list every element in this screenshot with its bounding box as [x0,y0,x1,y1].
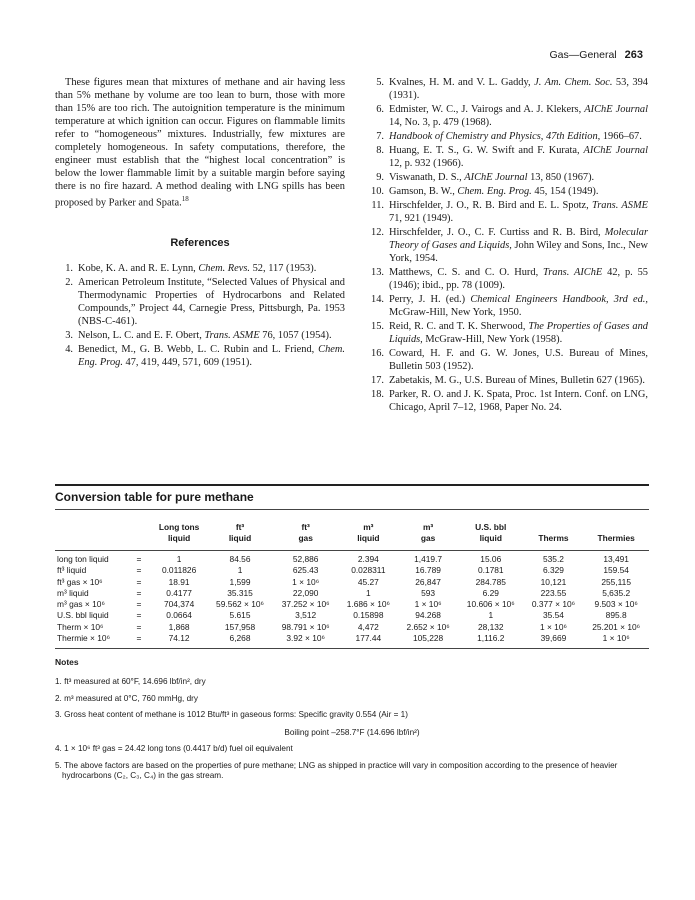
reference-text: Gamson, B. W., [389,186,458,197]
table-row [55,599,649,610]
reference-number: 6. [376,104,384,115]
equals-sign: = [136,565,142,576]
column-header-line2: gas [298,533,313,543]
row-label: ft³ gas × 10⁶ [57,576,103,587]
reference-source: AIChE Journal [583,145,649,156]
table-cell: 177.44 [355,633,382,644]
reference-number: 18. [371,389,384,400]
reference-item [366,185,648,198]
reference-source: Chem. Eng. Prog. [78,344,345,369]
reference-text: American Petroleum Institute, “Selected Values of Physical and Thermodynamic Properties of Hydrocarbons and Related Compounds,” Project 44, Carnegie Press, Pittsburgh, Pa. 1953 (NBS-C-461). [78,277,345,328]
reference-text: Huang, E. T. S., G. W. Swift and F. Kurata, [389,145,584,156]
reference-text: 45, 154 (1949). [531,186,599,197]
reference-number: 9. [376,172,384,183]
table-cell: 28,132 [477,621,504,632]
column-header-line1: ft³ [235,522,245,532]
table-cell: 1 [151,551,207,566]
column-header-line2: liquid [167,533,191,543]
reference-text: Matthews, C. S. and C. O. Hurd, [389,267,544,278]
table-cell: 25.201 × 10⁶ [592,621,641,632]
table-cell: 26,847 [415,576,441,587]
table-cell: 704,374 [163,599,195,610]
section-rule-top [55,484,649,486]
reference-item [366,199,648,225]
column-header [273,522,339,551]
reference-text: Perry, J. H. (ed.) [389,294,471,305]
column-header [151,522,207,551]
header-spacer [55,522,127,551]
note-item: 4. 1 × 10⁶ ft³ gas = 24.42 long tons (0.4417 b/d) fuel oil equivalent [55,744,293,754]
table-cell: 3.92 × 10⁶ [286,633,325,644]
row-label: Thermie × 10⁶ [57,633,111,644]
reference-number: 15. [371,321,384,332]
reference-number: 17. [371,375,384,386]
equals-sign: = [136,599,142,610]
reference-item [366,388,648,414]
reference-item [366,171,648,184]
notes-list [55,677,649,782]
reference-list-right [366,76,648,414]
reference-item [366,130,648,143]
reference-item [366,320,648,346]
reference-text: Benedict, M., G. B. Webb, L. C. Rubin and L. Friend, [78,344,319,356]
table-cell: 94.268 [415,610,441,621]
reference-item [55,262,345,275]
row-label: long ton liquid [55,551,127,566]
table-cell: 895.8 [605,610,627,621]
table-cell: 1,599 [229,576,251,587]
table-cell: 0.028311 [351,565,386,576]
table-row [55,565,649,576]
table-cell: 159.54 [603,565,629,576]
reference-number: 10. [371,186,384,197]
table-cell: 0.377 × 10⁶ [531,599,576,610]
column-header [524,522,584,551]
equals-sign: = [136,621,142,632]
reference-text: Zabetakis, M. G., U.S. Bureau of Mines, Bulletin 627 (1965). [389,375,645,386]
reference-source: Trans. ASME [592,200,648,211]
reference-item [366,374,648,387]
column-header-line1: ft³ [301,522,310,532]
table-cell: 1 × 10⁶ [292,576,320,587]
table-cell: 6.329 [542,565,564,576]
reference-number: 3. [65,330,73,342]
reference-text: Viswanath, D. S., [389,172,465,183]
column-header-line1: m³ [422,522,434,532]
reference-text: 1966–67. [600,131,642,142]
table-cell: 2.394 [338,551,398,566]
table-cell: 84.56 [207,551,273,566]
table-cell: 255,115 [601,576,631,587]
page-header [550,49,643,61]
row-label: Therm × 10⁶ [57,621,104,632]
reference-number: 8. [376,145,384,156]
table-cell: 1 [237,565,243,576]
reference-text: 42, p. 55 (1946); ibid., pp. 78 (1009). [389,267,648,291]
reference-text: 76, 1057 (1954). [259,330,332,342]
reference-source: Chem. Revs. [198,263,251,275]
note-subline: Boiling point –258.7°F (14.696 lbf/in²) [284,727,420,737]
reference-item [366,76,648,102]
left-column [55,76,345,370]
table-cell: 10.606 × 10⁶ [466,599,515,610]
intro-paragraph [55,76,345,209]
reference-number: 7. [376,131,384,142]
reference-item [55,329,345,342]
table-row [55,577,649,588]
column-header-line1: m³ [363,522,374,532]
table-cell: 1.686 × 10⁶ [346,599,390,610]
table-cell: 625.43 [292,565,319,576]
table-row [55,588,649,599]
reference-text: Reid, R. C. and T. K. Sherwood, [389,321,529,332]
table-cell: 18.91 [168,576,190,587]
table-cell: 45.27 [357,576,379,587]
table-cell: 39,669 [540,633,567,644]
reference-text: Kobe, K. A. and R. E. Lynn, [78,263,199,275]
reference-text: Kvalnes, H. M. and V. L. Gaddy, [389,77,535,88]
equals-sign: = [136,587,142,598]
column-header-line1: U.S. bbl [475,522,507,532]
table-cell: 1,419.7 [398,551,458,566]
table-row [55,633,649,644]
reference-text: 53, 394 (1931). [389,77,648,101]
reference-number: 1. [65,263,73,275]
note-item [55,761,649,782]
reference-item [366,266,648,292]
reference-item [366,347,648,373]
page-number: 263 [624,49,643,61]
table-cell: 1 × 10⁶ [539,621,567,632]
reference-source: Trans. ASME [204,330,260,342]
table-cell: 6,268 [229,633,251,644]
note-item [55,710,649,738]
note-item: 2. m³ measured at 0°C, 760 mmHg, dry [55,693,198,703]
reference-number: 14. [371,294,384,305]
table-row [55,610,649,621]
reference-text: John Wiley and Sons, Inc., New York, 1954. [389,240,648,264]
reference-source: Handbook of Chemistry and Physics, 47th Edition, [389,131,601,142]
reference-number: 12. [371,227,384,238]
equals-sign: = [136,633,142,644]
table-cell: 284.785 [475,576,506,587]
table-cell: 1 [366,587,371,598]
note-item: 1. ft³ measured at 60°F, 14.696 lbf/in², dry [55,677,206,687]
table-cell: 0.011826 [161,565,197,576]
column-header-line2: liquid [479,533,502,543]
reference-source: Molecular Theory of Gases and Liquids, [389,227,648,251]
reference-text: Hirschfelder, J. O., C. F. Curtiss and R. B. Bird, [389,227,605,238]
table-cell: 0.4177 [166,587,192,598]
table-cell: 35.315 [227,587,253,598]
references-heading: References [170,237,230,250]
column-header-line2: gas [420,533,436,543]
table-cell: 105,228 [412,633,444,644]
reference-text: Nelson, L. C. and E. F. Obert, [78,330,205,342]
table-title: Conversion table for pure methane [55,490,254,504]
table-cell: 13,491 [583,551,649,566]
table-cell: 5.615 [229,610,251,621]
note-text: 5. The above factors are based on the properties of pure methane; LNG as shipped in practice will vary in composition according to the presence of heavier [55,760,618,770]
table-cell: 157,958 [224,621,256,632]
table-cell: 74.12 [168,633,190,644]
equals-sign: = [136,610,142,621]
running-title: Gas—General [549,49,617,61]
table-cell: 1 [488,610,494,621]
reference-number: 4. [65,344,73,356]
reference-item [366,226,648,265]
reference-number: 5. [376,77,384,88]
table-cell: 59.562 × 10⁶ [216,599,264,610]
table-header-row [55,522,649,551]
column-header-line2: liquid [357,533,380,543]
reference-source: AIChE Journal [464,172,528,183]
column-header-line1: Long tons [158,522,200,532]
reference-item [366,144,648,170]
reference-source: J. Am. Chem. Soc. [534,77,613,88]
reference-number: 11. [371,200,384,211]
table-cell: 15.06 [458,551,524,566]
table-cell: 2.652 × 10⁶ [406,621,450,632]
column-header-line2: Therms [538,533,569,543]
table-cell: 0.0664 [166,610,192,621]
table-cell: 0.15898 [353,610,384,621]
reference-number: 13. [371,267,384,278]
row-label: U.S. bbl liquid [57,610,109,621]
reference-text: 71, 921 (1949). [389,213,454,224]
section-rule-thin [55,509,649,510]
reference-text: Coward, H. F. and G. W. Jones, U.S. Bureau of Mines, Bulletin 503 (1952). [389,348,648,372]
table-row [55,622,649,633]
reference-text: Edmister, W. C., J. Vairogs and A. J. Klekers, [389,104,585,115]
table-cell: 223.55 [540,587,567,598]
reference-source: AIChE Journal [584,104,649,115]
table-cell: 1 × 10⁶ [602,633,630,644]
intro-text: These figures mean that mixtures of methane and air having less than 5% methane by volume are too lean to burn, those with more than 15% are too rich. The autoignition temperature is the minimum temperature at which ignition can occur. Figures on flammable limits refer to “homogeneous” mixtures. Industrially, few mixtures are completely homogeneous. In safety computations, therefore, the engineer must establish that the “highest local concentration” is below the lower flammable limit by a suitable margin before saying there is no fire hazard. A method dealing with LNG spills has been proposed by Parker and Spata. [55,77,345,209]
reference-text: Parker, R. O. and J. K. Spata, Proc. 1st Intern. Conf. on LNG, Chicago, April 7–12, 1968, Paper No. 24. [389,389,648,413]
reference-text: 47, 419, 449, 571, 609 (1951). [122,357,252,369]
reference-text: 12, p. 932 (1966). [389,158,464,169]
reference-text: 14, No. 3, p. 479 (1968). [389,117,492,128]
reference-text: Hirschfelder, J. O., R. B. Bird and E. L. Spotz, [389,200,593,211]
table-cell: 10,121 [540,576,567,587]
notes-heading: Notes [55,657,79,668]
row-label: m³ liquid [57,587,89,598]
table-body [55,551,649,645]
conversion-table [55,522,649,644]
reference-item [366,103,648,129]
table-cell: 593 [421,587,436,598]
reference-text: McGraw-Hill, New York (1958). [422,334,563,345]
table-cell: 6.29 [482,587,499,598]
table-cell: 35.54 [542,610,564,621]
header-spacer [127,522,151,551]
table-cell: 0.1781 [477,565,504,576]
note-text: 3. Gross heat content of methane is 1012 Btu/ft³ in gaseous forms: Specific gravity 0.554 (Air = 1) [55,710,408,720]
table-cell: 4,472 [357,621,379,632]
reference-source: Trans. AIChE [543,267,603,278]
table-cell: 1,116.2 [477,633,505,644]
equals-sign: = [127,551,151,566]
table-cell: 37.252 × 10⁶ [281,599,330,610]
reference-number: 2. [65,277,73,289]
column-header [398,522,458,551]
reference-item [55,276,345,328]
reference-source: The Properties of Gases and Liquids, [389,321,648,345]
reference-source: Chemical Engineers Handbook, 3rd ed., [470,294,649,305]
equals-sign: = [136,576,142,587]
reference-text: McGraw-Hill, New York, 1950. [389,307,522,318]
row-label: m³ gas × 10⁶ [57,599,105,610]
column-header [207,522,273,551]
conversion-section [55,484,649,788]
table-bottom-rule [55,648,649,649]
column-header [583,522,649,551]
table-cell: 16.789 [415,565,441,576]
table-cell: 52,886 [273,551,339,566]
table-cell: 22,090 [292,587,319,598]
table-row [55,551,649,566]
right-column [366,76,648,415]
table-cell: 535.2 [524,551,584,566]
reference-text: 52, 117 (1953). [250,263,317,275]
row-label: ft³ liquid [57,565,87,576]
note-continuation: hydrocarbons (C₂, C₃, C₄) in the gas stream. [62,771,224,781]
reference-source: Chem. Eng. Prog. [457,186,532,197]
column-header [338,522,398,551]
column-header-line2: Thermies [597,533,635,543]
column-header-line2: liquid [228,533,252,543]
reference-item [55,343,345,369]
table-cell: 5,635.2 [602,587,631,598]
table-cell: 9.503 × 10⁶ [594,599,638,610]
table-cell: 1 × 10⁶ [414,599,442,610]
table-cell: 98.791 × 10⁶ [281,621,330,632]
reference-list-left [55,262,345,369]
reference-number: 16. [371,348,384,359]
reference-text: 13, 850 (1967). [527,172,595,183]
reference-item [366,293,648,319]
intro-ref-superscript: 18 [181,195,189,203]
table-cell: 1,868 [168,621,190,632]
column-header [458,522,524,551]
table-cell: 3,512 [295,610,317,621]
